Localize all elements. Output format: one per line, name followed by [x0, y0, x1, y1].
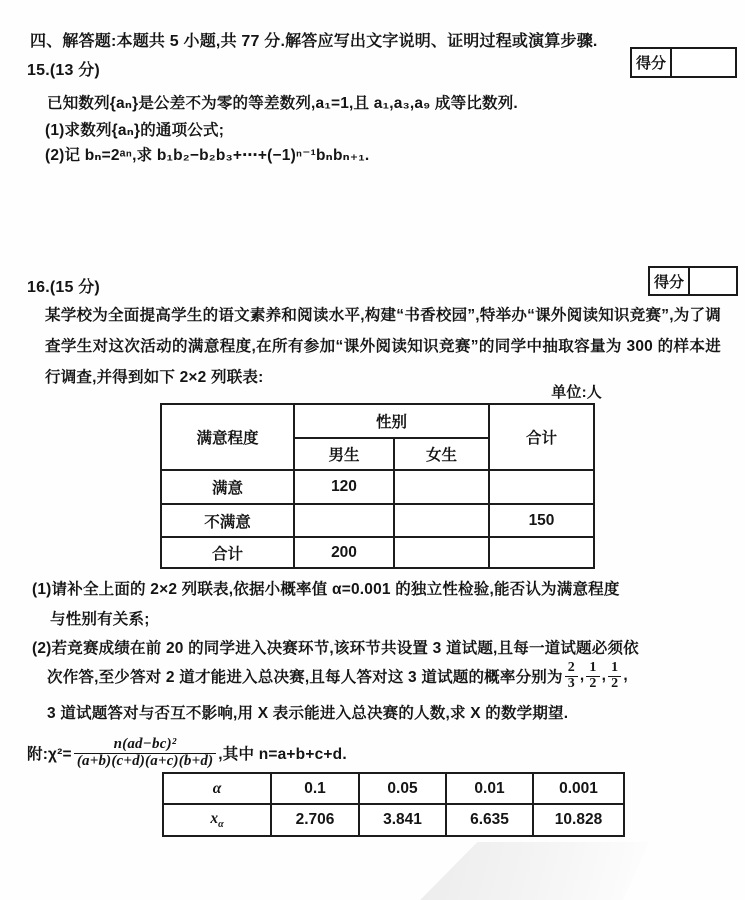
table1-satisfied-total: [489, 470, 594, 504]
q16-score-label: 得分: [650, 268, 690, 294]
q16-part2-line2-text: 次作答,至少答对 2 道才能进入总决赛,且每人答对这 3 道试题的概率分别为: [47, 669, 563, 686]
photo-shadow-artifact: [415, 842, 675, 900]
chi-square-denominator: (a+b)(c+d)(a+c)(b+d): [76, 752, 214, 769]
q16-part2-line1: (2)若竞赛成绩在前 20 的同学进入决赛环节,该环节共设置 3 道试题,且每一道试题必须依: [32, 640, 639, 657]
table1-total-male: 200: [294, 537, 394, 568]
chi-square-suffix: ,其中 n=a+b+c+d.: [218, 746, 347, 763]
q16-part1-line1: (1)请补全上面的 2×2 列联表,依据小概率值 α=0.001 的独立性检验,能否认为满意程度: [32, 581, 620, 598]
table2-x-3: 6.635: [446, 804, 533, 836]
table2-x-2: 3.841: [359, 804, 446, 836]
q16-part1-line2: 与性别有关系;: [50, 611, 150, 628]
critical-value-table: [162, 772, 625, 837]
table-row: [163, 773, 624, 804]
fraction-numerator: 1: [608, 661, 621, 677]
x-alpha-sub: α: [218, 819, 224, 831]
table2-alpha-4: 0.001: [533, 773, 624, 804]
table-row: [161, 470, 594, 504]
q15-title: 15.(13 分): [27, 62, 100, 79]
table1-unsatisfied-male: [294, 504, 394, 537]
contingency-table: [160, 403, 595, 569]
table1-header-male: 男生: [294, 438, 394, 470]
fraction-numerator: 1: [586, 661, 599, 677]
table2-alpha-3: 0.01: [446, 773, 533, 804]
table1-header-left: 满意程度: [161, 404, 294, 470]
table1-total-total: [489, 537, 594, 568]
q15-intro: 已知数列{aₙ}是公差不为零的等差数列,a₁=1,且 a₁,a₃,a₉ 成等比数列.: [47, 95, 518, 112]
table-row: [161, 537, 594, 568]
x-alpha-base: x: [210, 809, 219, 827]
q15-score-box: [630, 47, 737, 78]
fraction-denominator: 2: [589, 675, 597, 691]
chi-square-numerator: n(ad−bc)²: [74, 737, 216, 754]
table2-x-label: [163, 804, 271, 836]
table1-header-female: 女生: [394, 438, 489, 470]
probability-fraction-3: [608, 661, 621, 691]
table1-satisfied-female: [394, 470, 489, 504]
section-header: 四、解答题:本题共 5 小题,共 77 分.解答应写出文字说明、证明过程或演算步骤.: [30, 33, 598, 50]
comma-separator: ,: [579, 667, 585, 684]
q16-score-box: [648, 266, 738, 296]
chi-square-fraction: [74, 737, 216, 770]
table1-header-gender: 性别: [294, 404, 489, 438]
table1-row-total-label: 合计: [161, 537, 294, 568]
table2-x-1: 2.706: [271, 804, 359, 836]
fraction-denominator: 3: [567, 675, 575, 691]
q15-part1: (1)求数列{aₙ}的通项公式;: [45, 122, 225, 139]
table2-x-4: 10.828: [533, 804, 624, 836]
q15-score-blank-cell: [672, 49, 735, 76]
q16-part2-line2: [47, 655, 628, 697]
probability-fraction-2: [586, 661, 599, 691]
fraction-numerator: 2: [565, 661, 578, 677]
fraction-denominator: 2: [611, 675, 619, 691]
chi-square-note: [27, 728, 347, 778]
comma-separator: ,: [623, 667, 628, 684]
q16-score-blank-cell: [690, 268, 736, 294]
table1-total-female: [394, 537, 489, 568]
probability-fraction-1: [565, 661, 578, 691]
table2-alpha-2: 0.05: [359, 773, 446, 804]
q15-part2: (2)记 bₙ=2ᵃⁿ,求 b₁b₂−b₂b₃+⋯+(−1)ⁿ⁻¹bₙbₙ₊₁.: [45, 147, 370, 164]
table1-unsatisfied-female: [394, 504, 489, 537]
table1-row-satisfied-label: 满意: [161, 470, 294, 504]
comma-separator: ,: [601, 667, 607, 684]
table2-alpha-1: 0.1: [271, 773, 359, 804]
table-row: [161, 504, 594, 537]
table1-header-total: 合计: [489, 404, 594, 470]
table1-satisfied-male: 120: [294, 470, 394, 504]
q16-part2-line3: 3 道试题答对与否互不影响,用 X 表示能进入总决赛的人数,求 X 的数学期望.: [47, 705, 569, 722]
q15-score-label: 得分: [632, 49, 672, 76]
q16-intro: 某学校为全面提高学生的语文素养和阅读水平,构建“书香校园”,特举办“课外阅读知识竞赛”,为了调查学生对这次活动的满意程度,在所有参加“课外阅读知识竞赛”的同学中抽取容量为 300 的样本进行调查,并得到如下 2×2 列联表:: [45, 307, 721, 386]
chi-square-prefix: 附:χ²=: [27, 746, 72, 763]
table1-unsatisfied-total: 150: [489, 504, 594, 537]
table2-alpha-label: α: [163, 773, 271, 804]
q16-title: 16.(15 分): [27, 279, 100, 296]
table1-row-unsatisfied-label: 不满意: [161, 504, 294, 537]
unit-label: 单位:人: [551, 384, 602, 401]
table-row: [163, 804, 624, 836]
